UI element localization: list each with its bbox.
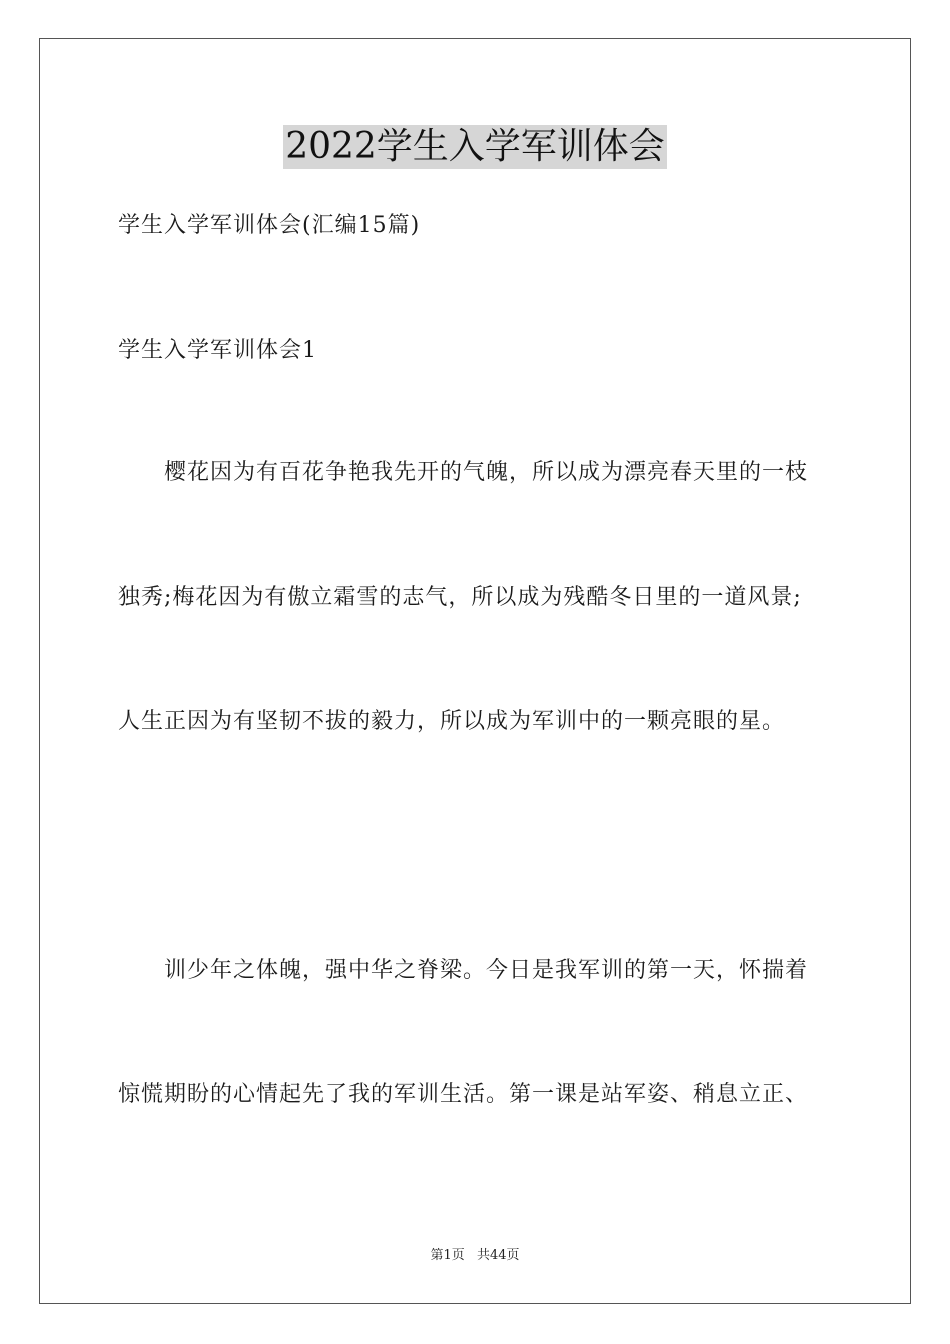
- document-subtitle: 学生入学军训体会(汇编15篇): [118, 213, 421, 238]
- paragraph-line: 独秀;梅花因为有傲立霜雪的志气，所以成为残酷冬日里的一道风景;: [118, 585, 802, 610]
- title-container: [0, 125, 950, 169]
- paragraph-line: 人生正因为有坚韧不拔的毅力，所以成为军训中的一颗亮眼的星。: [118, 709, 786, 734]
- paragraph-line: 训少年之体魄，强中华之脊梁。今日是我军训的第一天，怀揣着: [164, 958, 809, 983]
- document-title: 2022学生入学军训体会: [285, 126, 665, 167]
- paragraph-line: 樱花因为有百花争艳我先开的气魄，所以成为漂亮春天里的一枝: [164, 460, 809, 485]
- page-number-total: 共44页: [476, 1248, 520, 1263]
- page-footer: [0, 1247, 950, 1265]
- section-heading: 学生入学军训体会1: [118, 338, 317, 363]
- page-number-current: 第1页: [430, 1248, 465, 1263]
- paragraph-line: 惊慌期盼的心情起先了我的军训生活。第一课是站军姿、稍息立正、: [118, 1082, 809, 1107]
